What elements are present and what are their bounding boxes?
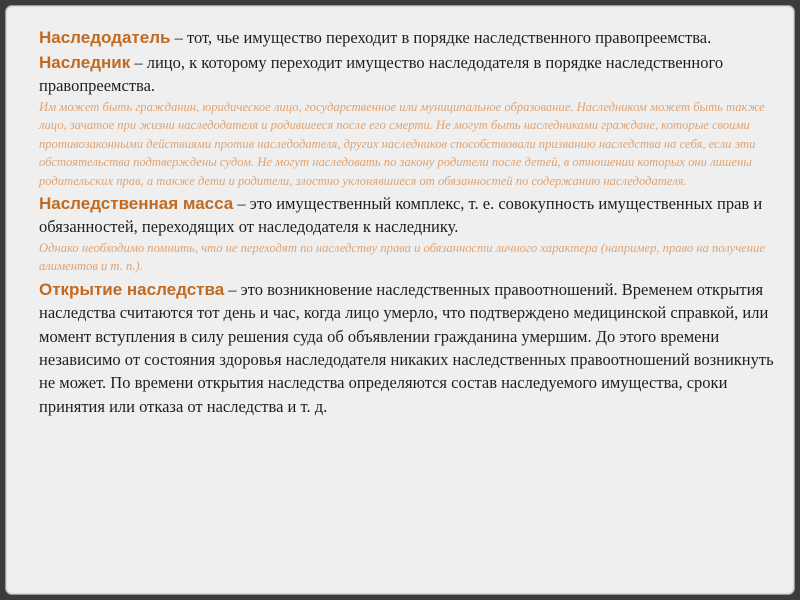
content-body [39, 26, 779, 418]
definition-text-heir: – лицо, к которому переходит имущество наследодателя в порядке наследственного правопреемства. [39, 53, 724, 95]
term-opening: Открытие наследства [39, 279, 225, 299]
definition-text-opening: – это возникновение наследственных правоотношений. Временем открытия наследства считаются тот день и час, когда лицо умерло, что подтверждено медицинской справкой, или момент вступления в силу решения суда об объявлении гражданина умершим. До этого времени независимо от состояния здоровья наследодателя никаких наследственных правоотношений возникнуть не может. По времени открытия наследства определяются состав наследуемого имущества, сроки принятия или отказа от наследства и т. д. [39, 279, 774, 416]
definition-text-estate: – это имущественный комплекс, т. е. совокупность имущественных прав и обязанностей, переходящих от наследодателя к наследнику. [39, 194, 763, 237]
term-testator: Наследодатель [39, 28, 171, 47]
note-heir: Им может быть гражданин, юридическое лицо, государственное или муниципальное образование. Наследником может быть также лицо, зачатое при жизни наследодателя и родившееся после его смерти. Не могут быть наследниками граждане, которые своими противозаконными действиями против наследодателя, других наследников способствовали призванию наследства на себя, если эти обстоятельства подтверждены судом. Не могут наследовать по закону родители после детей, в отношении которых они лишены родительских прав, а также дети и родители, злостно уклонявшиеся от обязанностей по содержанию наследодателя. [39, 100, 765, 188]
content-panel [6, 6, 794, 594]
note-estate: Однако необходимо помнить, что не переходят по наследству права и обязанности личного характера (например, право на получение алиментов и т. п.). [39, 241, 765, 274]
term-estate: Наследственная масса [39, 194, 234, 214]
definition-opening [39, 278, 779, 418]
definition-text-testator: – тот, чье имущество переходит в порядке наследственного правопреемства. [170, 28, 712, 47]
definition-heir [39, 51, 779, 97]
definition-estate [39, 192, 779, 238]
term-heir: Наследник [39, 53, 131, 72]
definition-testator [39, 26, 779, 49]
